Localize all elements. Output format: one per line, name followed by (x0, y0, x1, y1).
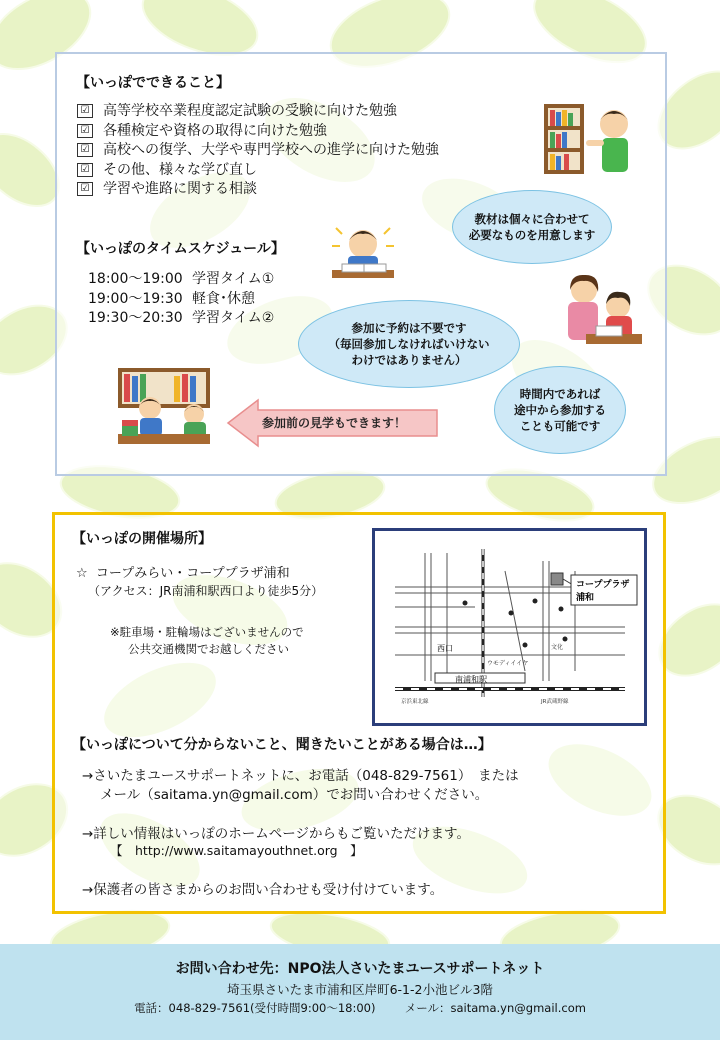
schedule-row: 19:30～20:30 学習タイム② (88, 310, 275, 326)
classroom-illustration (114, 364, 214, 446)
bookshelf-student-illustration (542, 100, 638, 178)
footer-email[interactable]: メール：saitama.yn@gmail.com (404, 1001, 586, 1015)
venue-map (372, 528, 647, 726)
footer-contact (0, 1000, 720, 1016)
contact-heading: 【いっぽについて分からないこと、聞きたいことがある場合は…】 (72, 737, 492, 753)
venue-note-line2: 公共交通機関でお越しください (128, 642, 289, 656)
checkbox-icon: ☑ (77, 182, 93, 196)
street-map (375, 531, 644, 723)
checkbox-icon: ☑ (77, 163, 93, 177)
midway-bubble: 時間内であれば 途中から参加する ことも可能です (494, 366, 626, 454)
checkbox-icon: ☑ (77, 104, 93, 118)
reservation-bubble: 参加に予約は不要です （毎回参加しなければいけない わけではありません） (298, 300, 520, 388)
materials-bubble: 教材は個々に合わせて 必要なものを用意します (452, 190, 612, 264)
west-exit-label: 西口 (437, 644, 453, 653)
can-do-heading: 【いっぽでできること】 (76, 75, 230, 91)
footer-phone: 電話：048-829-7561(受付時間9:00～18:00) (134, 1001, 376, 1015)
visit-arrow-label: 参加前の見学もできます！ (262, 416, 407, 430)
parent-child-illustration (556, 272, 646, 356)
contact-line5: →保護者の皆さまからのお問い合わせも受け付けています。 (82, 882, 444, 898)
star-icon: ☆ (76, 566, 88, 581)
shop-label: 文化 (551, 644, 564, 651)
contact-line2: メール（saitama.yn@gmail.com）でお問い合わせください。 (100, 787, 489, 803)
venue-heading: 【いっぽの開催場所】 (72, 531, 212, 547)
schedule-list (88, 270, 274, 329)
venue-name: ☆ コープみらい・コーププラザ浦和 (76, 566, 290, 581)
can-do-list (77, 102, 439, 200)
studying-student-illustration (328, 222, 398, 286)
rail-label: 京浜東北線 (401, 699, 429, 705)
map-callout-line2: 浦和 (576, 593, 595, 603)
list-item: ☑ 各種検定や資格の取得に向けた勉強 (77, 122, 439, 142)
venue-note-line1: ※駐車場・駐輪場はございませんので (110, 625, 304, 639)
station-label: 南浦和駅 (455, 675, 487, 684)
shop-label: ウモディイイヤ (487, 660, 529, 667)
rail-label: JR武蔵野線 (541, 699, 569, 705)
homepage-link[interactable]: 【 http://www.saitamayouthnet.org 】 (110, 843, 363, 858)
footer-title: お問い合わせ先：NPO法人さいたまユースサポートネット (175, 961, 545, 977)
list-item: ☑ 学習や進路に関する相談 (77, 180, 439, 200)
map-callout-line1: コーププラザ (576, 580, 630, 590)
footer-address: 埼玉県さいたま市浦和区岸町6-1-2小池ビル3階 (227, 982, 493, 997)
contact-line3: →詳しい情報はいっぽのホームページからもご覧いただけます。 (82, 826, 470, 842)
checkbox-icon: ☑ (77, 124, 93, 138)
list-item: ☑ その他、様々な学び直し (77, 161, 439, 181)
checkbox-icon: ☑ (77, 143, 93, 157)
list-item: ☑ 高等学校卒業程度認定試験の受験に向けた勉強 (77, 102, 439, 122)
schedule-heading: 【いっぽのタイムスケジュール】 (76, 241, 285, 257)
footer (0, 944, 720, 1040)
list-item: ☑ 高校への復学、大学や専門学校への進学に向けた勉強 (77, 141, 439, 161)
schedule-row: 18:00～19:00 学習タイム① (88, 271, 275, 287)
schedule-row: 19:00～19:30 軽食･休憩 (88, 290, 255, 307)
venue-building-marker (551, 573, 563, 585)
contact-line1: →さいたまユースサポートネットに、お電話（048-829-7561） または (82, 768, 519, 784)
venue-access: （アクセス：JR南浦和駅西口より徒歩5分） (88, 584, 324, 598)
